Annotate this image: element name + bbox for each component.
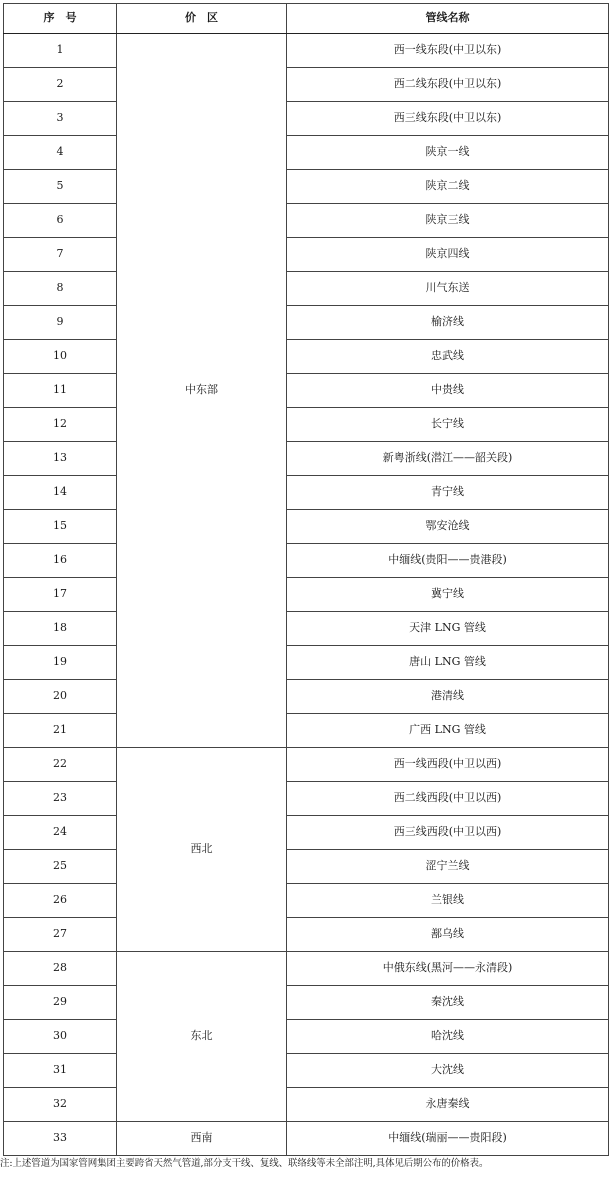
row-index: 8 [4,272,117,306]
row-index: 2 [4,68,117,102]
table-row [4,510,609,544]
pipeline-name: 中贵线 [287,374,609,408]
pipeline-name: 西二线西段(中卫以西) [287,782,609,816]
table-body [4,34,609,1156]
pipeline-name: 广西 LNG 管线 [287,714,609,748]
row-index: 31 [4,1054,117,1088]
region-cell: 西南 [117,1122,287,1156]
pipeline-name: 青宁线 [287,476,609,510]
pipeline-name: 西一线东段(中卫以东) [287,34,609,68]
table-row [4,306,609,340]
pipeline-name: 川气东送 [287,272,609,306]
row-index: 20 [4,680,117,714]
row-index: 10 [4,340,117,374]
table-row [4,646,609,680]
header-region: 价 区 [117,4,287,34]
pipeline-name: 秦沈线 [287,986,609,1020]
row-index: 23 [4,782,117,816]
pipeline-name: 陕京四线 [287,238,609,272]
row-index: 33 [4,1122,117,1156]
table-row [4,578,609,612]
table-row [4,340,609,374]
row-index: 12 [4,408,117,442]
table-row [4,816,609,850]
row-index: 32 [4,1088,117,1122]
table-row [4,170,609,204]
pipeline-name: 哈沈线 [287,1020,609,1054]
table-row [4,1054,609,1088]
row-index: 9 [4,306,117,340]
row-index: 1 [4,34,117,68]
row-index: 3 [4,102,117,136]
pipeline-name: 天津 LNG 管线 [287,612,609,646]
footnote: 注:上述管道为国家管网集团主要跨省天然气管道,部分支干线、复线、联络线等未全部注明,具体见后期公布的价格表。 [0,1158,489,1169]
pipeline-name: 鄂安沧线 [287,510,609,544]
pipeline-name: 忠武线 [287,340,609,374]
pipeline-name: 榆济线 [287,306,609,340]
row-index: 25 [4,850,117,884]
table-header-row [4,4,609,34]
region-cell: 中东部 [117,34,287,748]
table-row [4,850,609,884]
pipeline-name: 西二线东段(中卫以东) [287,68,609,102]
pipeline-name: 西一线西段(中卫以西) [287,748,609,782]
row-index: 24 [4,816,117,850]
pipeline-name: 陕京一线 [287,136,609,170]
pipeline-name: 新粤浙线(潜江——韶关段) [287,442,609,476]
row-index: 7 [4,238,117,272]
table-row [4,408,609,442]
table-row [4,782,609,816]
row-index: 22 [4,748,117,782]
table-row [4,442,609,476]
row-index: 17 [4,578,117,612]
row-index: 21 [4,714,117,748]
row-index: 6 [4,204,117,238]
table-row [4,952,609,986]
table-row [4,714,609,748]
table-row [4,612,609,646]
region-cell: 东北 [117,952,287,1122]
table-row [4,1122,609,1156]
table-row [4,272,609,306]
pipeline-name: 大沈线 [287,1054,609,1088]
row-index: 16 [4,544,117,578]
table-row [4,884,609,918]
row-index: 4 [4,136,117,170]
pipeline-name: 陕京三线 [287,204,609,238]
table-row [4,238,609,272]
pipeline-name: 唐山 LNG 管线 [287,646,609,680]
table-row [4,918,609,952]
header-index: 序 号 [4,4,117,34]
pipeline-name: 陕京二线 [287,170,609,204]
pipeline-name: 兰银线 [287,884,609,918]
row-index: 19 [4,646,117,680]
table-row [4,1088,609,1122]
pipeline-table [3,3,609,1156]
table-row [4,68,609,102]
row-index: 27 [4,918,117,952]
pipeline-name: 涩宁兰线 [287,850,609,884]
row-index: 13 [4,442,117,476]
table-row [4,374,609,408]
table-row [4,680,609,714]
row-index: 30 [4,1020,117,1054]
pipeline-name: 西三线东段(中卫以东) [287,102,609,136]
pipeline-name: 港清线 [287,680,609,714]
row-index: 14 [4,476,117,510]
table-row [4,476,609,510]
table-row [4,544,609,578]
table-row [4,748,609,782]
pipeline-name: 冀宁线 [287,578,609,612]
table-row [4,986,609,1020]
pipeline-name: 中缅线(贵阳——贵港段) [287,544,609,578]
row-index: 18 [4,612,117,646]
row-index: 29 [4,986,117,1020]
row-index: 28 [4,952,117,986]
header-pipeline: 管线名称 [287,4,609,34]
row-index: 15 [4,510,117,544]
row-index: 11 [4,374,117,408]
pipeline-name: 西三线西段(中卫以西) [287,816,609,850]
pipeline-name: 长宁线 [287,408,609,442]
row-index: 26 [4,884,117,918]
pipeline-name: 鄯乌线 [287,918,609,952]
table-row [4,136,609,170]
region-cell: 西北 [117,748,287,952]
table-row [4,34,609,68]
pipeline-name: 中缅线(瑞丽——贵阳段) [287,1122,609,1156]
row-index: 5 [4,170,117,204]
table-row [4,102,609,136]
table-row [4,204,609,238]
table-row [4,1020,609,1054]
pipeline-name: 中俄东线(黑河——永清段) [287,952,609,986]
pipeline-name: 永唐秦线 [287,1088,609,1122]
